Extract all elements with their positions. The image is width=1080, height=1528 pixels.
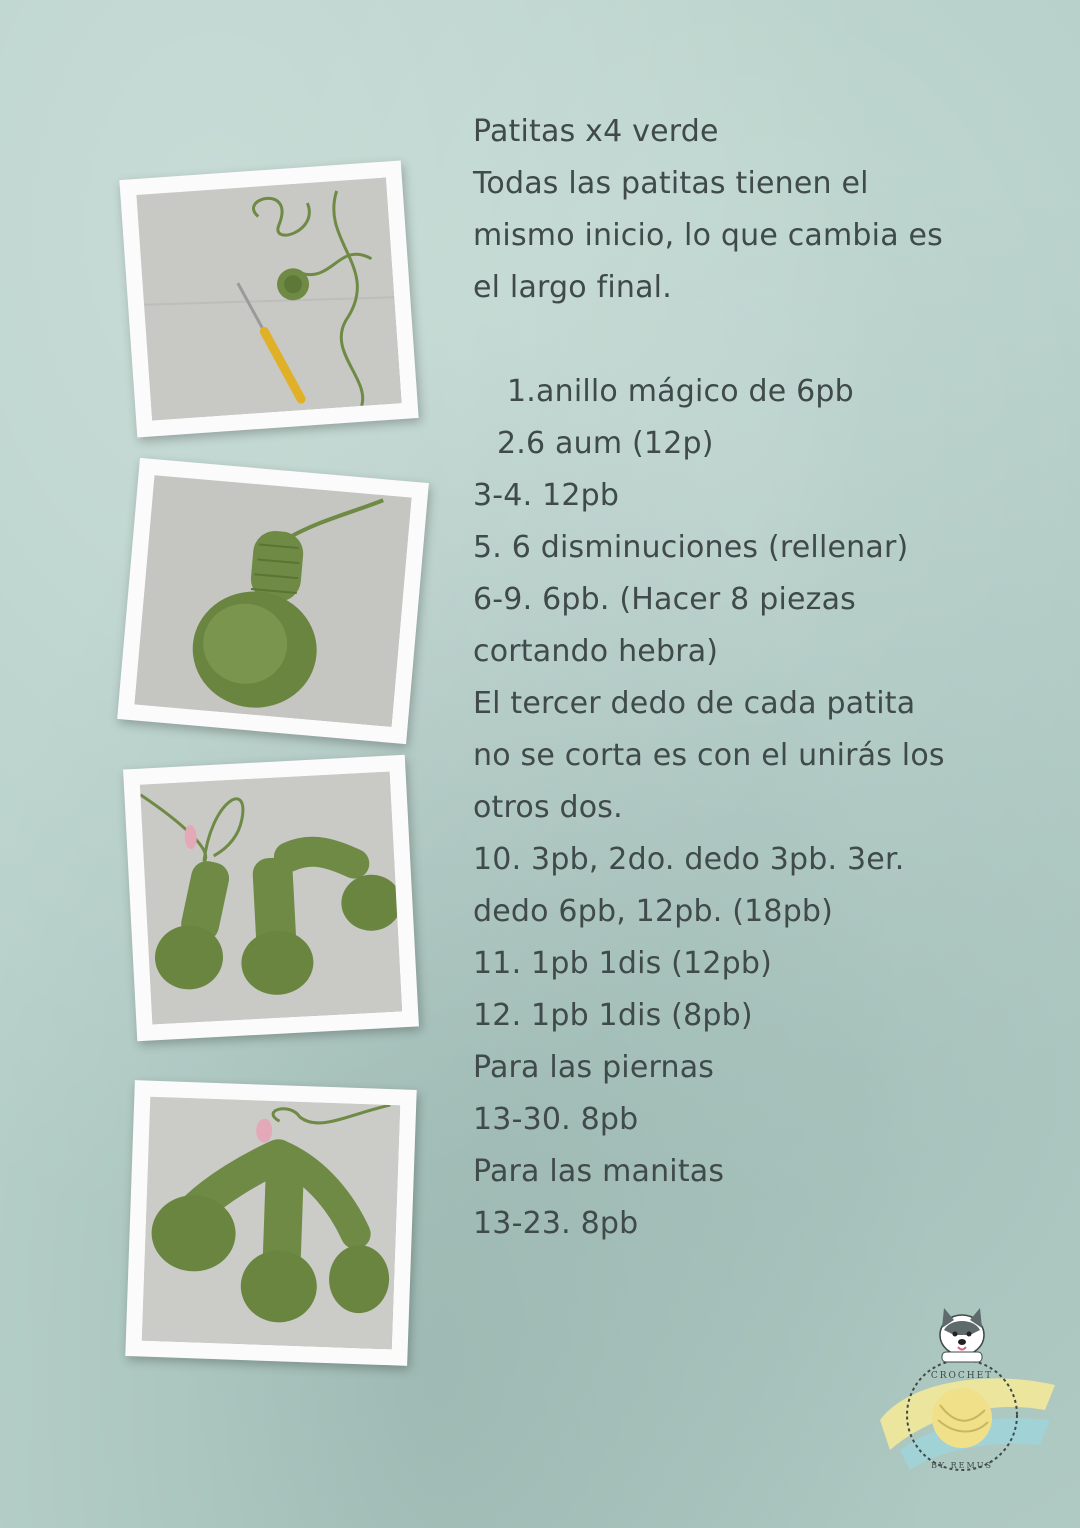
text-line: mismo inicio, lo que cambia es	[473, 218, 944, 253]
step-line: 12. 1pb 1dis (8pb)	[473, 998, 753, 1033]
step-line: 1.anillo mágico de 6pb	[507, 374, 854, 409]
step-line: 10. 3pb, 2do. dedo 3pb. 3er.	[473, 842, 905, 877]
step-line: dedo 6pb, 12pb. (18pb)	[473, 894, 834, 929]
photo-hook-yarn	[119, 160, 418, 437]
text-line: el largo final.	[473, 270, 672, 305]
instructions-text	[473, 106, 1033, 1250]
photo-finished-paw	[125, 1080, 416, 1366]
step-line: 2.6 aum (12p)	[497, 426, 714, 461]
husky-yarn-logo	[870, 1300, 1060, 1490]
step-line: 11. 1pb 1dis (12pb)	[473, 946, 773, 981]
step-line: 13-30. 8pb	[473, 1102, 639, 1137]
step-line: 3-4. 12pb	[473, 478, 620, 513]
text-line: otros dos.	[473, 790, 623, 825]
photo-three-fingers	[123, 755, 419, 1041]
svg-text:CROCHET: CROCHET	[930, 1371, 994, 1381]
step-line: 13-23. 8pb	[473, 1206, 639, 1241]
photo-single-finger	[117, 458, 429, 744]
single-finger-piece-photo	[134, 475, 411, 727]
finished-paw-photo	[142, 1097, 400, 1350]
spacer	[473, 314, 1033, 366]
title-line: Patitas x4 verde	[473, 114, 719, 149]
text-line: Todas las patitas tienen el	[473, 166, 869, 201]
step-line: cortando hebra)	[473, 634, 719, 669]
svg-text:BY REMUS: BY REMUS	[931, 1461, 993, 1470]
section-label: Para las manitas	[473, 1154, 725, 1189]
text-line: no se corta es con el unirás los	[473, 738, 945, 773]
step-line: 6-9. 6pb. (Hacer 8 piezas	[473, 582, 857, 617]
three-fingers-joined-photo	[140, 772, 402, 1025]
crochet-hook-and-yarn-photo	[136, 178, 401, 421]
section-label: Para las piernas	[473, 1050, 715, 1085]
text-line: El tercer dedo de cada patita	[473, 686, 916, 721]
step-line: 5. 6 disminuciones (rellenar)	[473, 530, 909, 565]
